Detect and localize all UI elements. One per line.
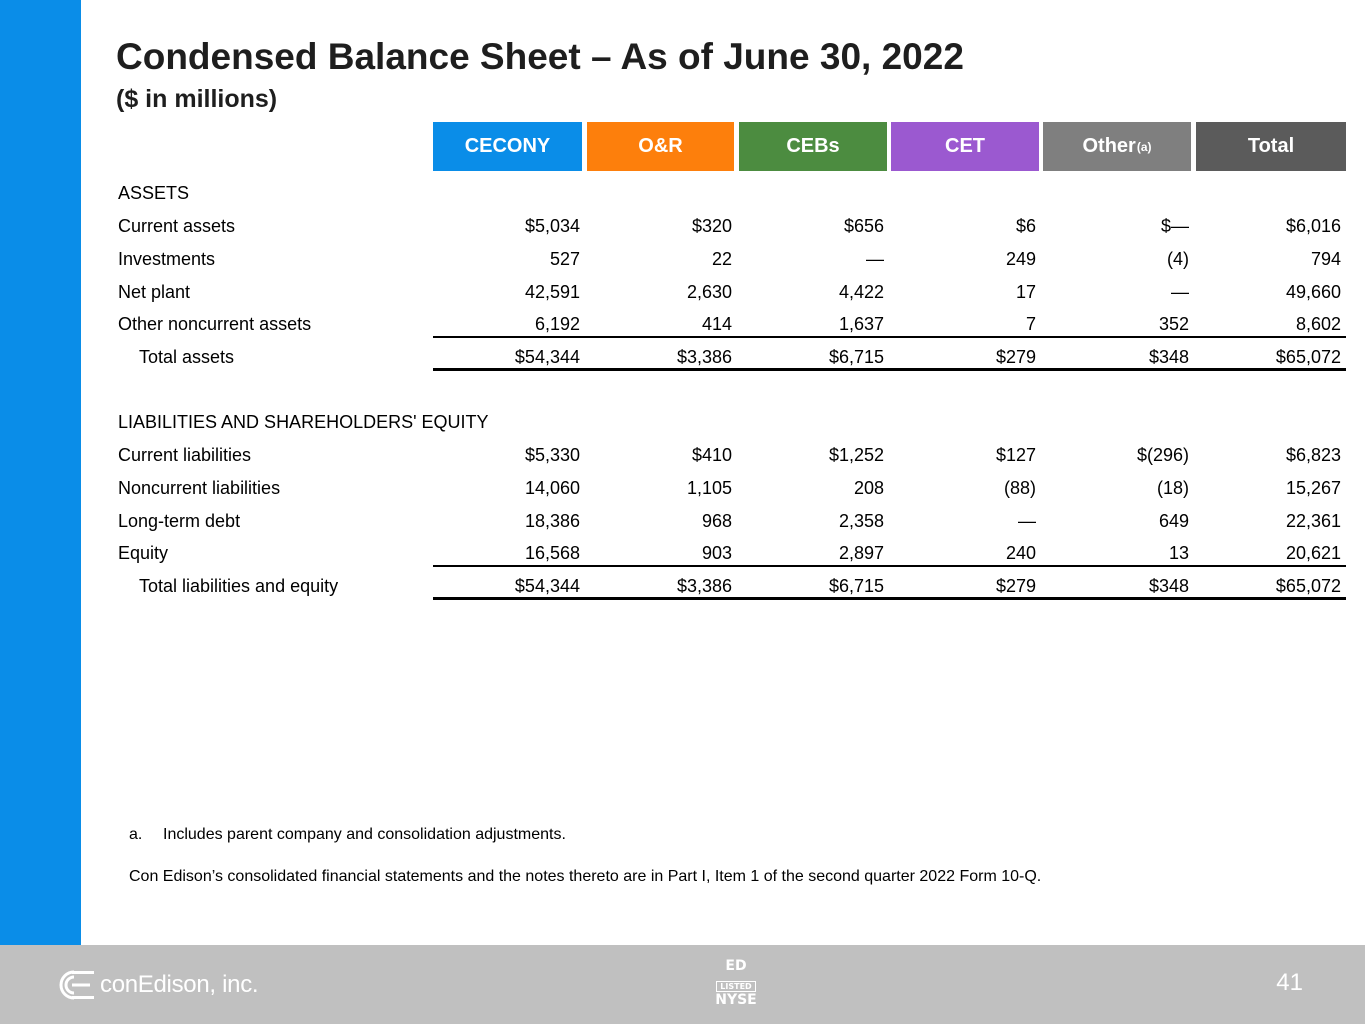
source-note: Con Edison’s consolidated financial statements and the notes thereto are in Part I, Item 1 of the second quarter 2022 Form 10-Q. (129, 868, 1042, 885)
cell-other: 352 (1158, 314, 1189, 334)
cell-other: — (1171, 282, 1189, 302)
row-label: Total assets (139, 347, 235, 367)
row-label: Current assets (118, 216, 236, 236)
row-label: Noncurrent liabilities (118, 478, 281, 498)
cell-ceceny: $5,034 (524, 216, 580, 236)
cell-cebs: 1,637 (838, 314, 884, 334)
nyse-exchange: NYSE (715, 992, 757, 1008)
total-rule (433, 597, 1346, 600)
column-header-cet (891, 122, 1039, 171)
cell-ceceny: $5,330 (524, 445, 580, 465)
page-subtitle: ($ in millions) (116, 85, 278, 113)
cell-cet: $127 (995, 445, 1036, 465)
table-row (0, 211, 1365, 244)
con-edison-logo-icon (58, 970, 96, 1000)
cell-or: 22 (711, 249, 732, 269)
column-header-ceceny (433, 122, 582, 171)
cell-total: $6,016 (1285, 216, 1341, 236)
cell-other: $348 (1148, 576, 1189, 596)
column-header-cebs (739, 122, 887, 171)
row-label: Other noncurrent assets (118, 314, 312, 334)
footnote (129, 826, 566, 844)
company-logo (58, 970, 258, 1000)
cell-total: 49,660 (1285, 282, 1341, 302)
cell-other: $348 (1148, 347, 1189, 367)
cell-cebs: $6,715 (828, 576, 884, 596)
subtotal-rule (433, 565, 1346, 567)
table-row (0, 277, 1365, 310)
column-header-other (1043, 122, 1191, 171)
cell-or: 2,630 (686, 282, 732, 302)
page-number: 41 (1276, 969, 1303, 996)
cell-total: $65,072 (1275, 347, 1341, 367)
cell-total: 8,602 (1295, 314, 1341, 334)
cell-ceceny: $54,344 (514, 347, 580, 367)
cell-other: $— (1160, 216, 1189, 236)
cell-total: 794 (1310, 249, 1341, 269)
cell-cet: 249 (1005, 249, 1036, 269)
cell-other: 649 (1158, 511, 1189, 531)
cell-cet: $279 (995, 347, 1036, 367)
cell-cebs: 2,897 (838, 543, 884, 563)
table-row (0, 244, 1365, 277)
cell-other: (18) (1156, 478, 1189, 498)
nyse-listed-label: LISTED (716, 981, 755, 992)
cell-cet: (88) (1003, 478, 1036, 498)
footnote-marker: a. (129, 826, 143, 843)
cell-cebs: 2,358 (838, 511, 884, 531)
logo-text: conEdison, inc. (100, 971, 259, 998)
cell-or: $3,386 (676, 347, 732, 367)
column-header-label: Other (1082, 135, 1136, 157)
cell-total: 22,361 (1285, 511, 1341, 531)
cell-cet: — (1018, 511, 1036, 531)
row-label: Current liabilities (118, 445, 252, 465)
subtotal-rule (433, 336, 1346, 338)
cell-cet: 7 (1025, 314, 1036, 334)
row-label: Total liabilities and equity (139, 576, 339, 596)
table-row (0, 473, 1365, 506)
cell-cebs: 4,422 (838, 282, 884, 302)
cell-ceceny: 16,568 (524, 543, 580, 563)
column-header-label: Total (1247, 135, 1295, 157)
cell-cet: 17 (1015, 282, 1036, 302)
column-header-total (1196, 122, 1346, 171)
cell-or: 968 (701, 511, 732, 531)
cell-ceceny: 14,060 (524, 478, 580, 498)
page-title: Condensed Balance Sheet – As of June 30, 2022 (116, 36, 964, 77)
cell-cebs: $656 (843, 216, 884, 236)
cell-or: $320 (691, 216, 732, 236)
column-header-or (587, 122, 734, 171)
column-header-label: CET (945, 135, 985, 157)
cell-total: $6,823 (1285, 445, 1341, 465)
cell-cebs: 208 (853, 478, 884, 498)
column-header-label: CECONY (464, 135, 551, 157)
cell-ceceny: 527 (549, 249, 580, 269)
nyse-ticker: ED (725, 958, 747, 974)
column-header-footnote-ref: (a) (1136, 139, 1152, 154)
cell-ceceny: 6,192 (534, 314, 580, 334)
cell-ceceny: 18,386 (524, 511, 580, 531)
table-row (0, 440, 1365, 473)
row-label: Investments (118, 249, 216, 269)
cell-total: 15,267 (1285, 478, 1341, 498)
row-label: Net plant (118, 282, 191, 302)
cell-or: $3,386 (676, 576, 732, 596)
cell-other: $(296) (1136, 445, 1189, 465)
cell-total: 20,621 (1285, 543, 1341, 563)
assets-heading: ASSETS (118, 183, 190, 203)
cell-cebs: — (866, 249, 884, 269)
table-row (0, 506, 1365, 539)
nyse-listed-badge (711, 959, 761, 1008)
cell-or: 903 (701, 543, 732, 563)
cell-other: 13 (1168, 543, 1189, 563)
liabilities-heading: LIABILITIES AND SHAREHOLDERS' EQUITY (118, 412, 489, 432)
cell-or: 414 (701, 314, 732, 334)
column-header-label: CEBs (786, 135, 840, 157)
footnote-text: Includes parent company and consolidation adjustments. (163, 826, 566, 843)
cell-ceceny: $54,344 (514, 576, 580, 596)
cell-total: $65,072 (1275, 576, 1341, 596)
row-label: Long-term debt (118, 511, 241, 531)
column-header-label: O&R (638, 135, 683, 157)
cell-cebs: $6,715 (828, 347, 884, 367)
cell-cet: 240 (1005, 543, 1036, 563)
cell-other: (4) (1167, 249, 1189, 269)
cell-or: 1,105 (686, 478, 732, 498)
cell-cet: $6 (1015, 216, 1036, 236)
cell-cet: $279 (995, 576, 1036, 596)
row-label: Equity (118, 543, 169, 563)
cell-or: $410 (691, 445, 732, 465)
footer-bar (0, 945, 1365, 1024)
cell-cebs: $1,252 (828, 445, 884, 465)
cell-ceceny: 42,591 (524, 282, 580, 302)
total-rule (433, 368, 1346, 371)
